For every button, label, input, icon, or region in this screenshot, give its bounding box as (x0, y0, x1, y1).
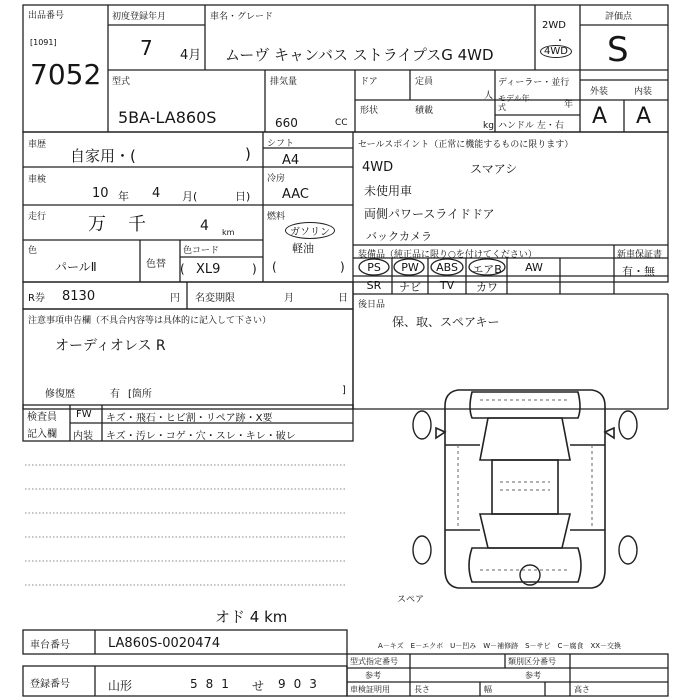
inspection-label: 車検 (28, 175, 47, 185)
chassis-label: 車台番号 (30, 640, 70, 651)
color-code-open: ( (180, 262, 185, 276)
equip-navi: ナビ (399, 281, 421, 294)
ref-label-1: 参考 (365, 671, 381, 680)
inspector-label-1: 検査員 (27, 412, 57, 423)
registration-region: 山形 (108, 679, 133, 693)
inspection-year: 10 (92, 186, 109, 201)
model-label: 型式 (112, 77, 131, 87)
lot-code: [1091] (30, 38, 57, 47)
repaint-label: 色替 (146, 259, 166, 270)
notes-label: 注意事項申告欄（不具合内容等は具体的に記入して下さい） (28, 316, 272, 326)
registration-class: 581 (190, 677, 237, 691)
color-code-value: XL9 (196, 262, 221, 277)
type-spec-label: 型式指定番号 (350, 657, 398, 666)
history-value: 自家用・( (70, 147, 136, 165)
score-label: 評価点 (605, 12, 633, 22)
int-label: 内装 (73, 431, 93, 442)
reg-cert-label: 車検証明用 (350, 685, 390, 694)
equipment-label: 装備品（純正品に限り○を付けてください） (358, 250, 537, 260)
shift-label: シフト (267, 139, 295, 149)
fw-label: FW (76, 409, 92, 420)
recycle-label: R券 (28, 293, 45, 304)
door-label: ドア (360, 77, 378, 87)
interior-label: 内装 (634, 87, 653, 97)
spare-label: スペア (397, 595, 425, 605)
registration-label: 登録番号 (30, 679, 70, 690)
car-name: ムーヴ キャンバス ストライプスG 4WD (225, 46, 494, 64)
name-change-day: 日 (338, 293, 348, 304)
load-unit: kg (483, 121, 494, 131)
model-value: 5BA-LA860S (118, 108, 217, 127)
mileage-value: 4 (200, 218, 209, 234)
equip-sr: SR (366, 279, 382, 292)
equip-leather: カワ (476, 281, 498, 294)
odometer-note: オド 4 km (215, 608, 288, 626)
color-code-label: 色コード (183, 246, 220, 256)
lot-number: 7052 (30, 58, 102, 91)
fuel-label: 燃料 (267, 212, 286, 222)
color-code-close: ) (252, 262, 257, 276)
capacity-label: 定員 (415, 77, 434, 87)
int-text: キズ・汚レ・コゲ・穴・スレ・キレ・破レ (106, 431, 296, 442)
inspector-label-2: 記入欄 (27, 429, 57, 440)
displacement-label: 排気量 (270, 77, 298, 87)
equip-ps: PS (367, 261, 381, 274)
warranty-value: 有・無 (622, 265, 655, 278)
displacement-value: 660 (275, 116, 298, 130)
load-label: 積載 (415, 106, 434, 116)
color-value: パールⅡ (55, 260, 97, 274)
fw-text: キズ・飛石・ヒビ割・リペア跡・X要 (106, 413, 273, 424)
ac-label: 冷房 (267, 174, 286, 184)
mileage-label: 走行 (28, 212, 47, 222)
selling-point-1: 4WD (362, 160, 394, 175)
fuel-diesel: 軽油 (292, 242, 314, 255)
chassis-value: LA860S-0020474 (108, 636, 221, 651)
ref-label-2: 参考 (525, 671, 541, 680)
inspection-month: 4 (152, 186, 161, 201)
warranty-label: 新車保証書 (617, 250, 663, 260)
capacity-unit: 人 (484, 91, 494, 101)
selling-point-2: スマアシ (470, 162, 518, 176)
drive-2wd: 2WD (542, 20, 566, 31)
inspection-month-unit: 月( (182, 190, 198, 203)
lot-label: 出品番号 (28, 11, 65, 21)
registration-number: 903 (278, 677, 325, 691)
name-change-label: 名変期限 (195, 293, 235, 304)
exterior-score: A (592, 104, 608, 129)
selling-point-4: 両側パワースライドドア (364, 207, 495, 221)
fuel-paren-open: ( (272, 260, 277, 274)
recycle-value: 8130 (62, 289, 96, 304)
repair-close: ] (342, 385, 346, 396)
handle-label: ハンドル 左・右 (498, 121, 564, 131)
equip-tv: TV (439, 279, 455, 292)
class-label: 類別区分番号 (508, 657, 556, 666)
width-label: 幅 (484, 685, 492, 694)
ac-value: AAC (282, 187, 309, 202)
car-diagram (400, 370, 650, 610)
registration-kana: せ (252, 679, 265, 693)
model-year-unit: 年 (564, 100, 574, 110)
repair-yes: 有 (110, 389, 120, 400)
history-label: 車歴 (28, 140, 47, 150)
equip-abs: ABS (436, 261, 458, 274)
accessories-label: 後日品 (358, 300, 386, 310)
inspection-day-unit: 日) (235, 190, 251, 203)
repair-label: 修復歴 (45, 389, 75, 400)
name-change-month: 月 (284, 293, 294, 304)
shape-label: 形状 (360, 106, 379, 116)
mileage-man: 万 (88, 214, 106, 235)
fuel-paren-close: ) (340, 260, 345, 274)
selling-points-label: セールスポイント（正常に機能するものに限ります） (358, 140, 574, 150)
repair-location: [箇所 (128, 389, 152, 400)
damage-legend: A－キズ E－エクボ U－凹み W－補修跡 S－サビ C－腐食 XX－交換 (378, 642, 622, 650)
car-name-label: 車名・グレード (210, 12, 274, 22)
equipment-circles (355, 256, 525, 278)
interior-score: A (636, 104, 652, 129)
mileage-unit: km (222, 228, 235, 237)
inspection-year-unit: 年 (118, 190, 129, 203)
length-label: 長さ (414, 685, 430, 694)
drive-4wd: 4WD (540, 45, 572, 58)
mileage-sen: 千 (128, 214, 146, 235)
accessories-value: 保、取、スペアキー (392, 315, 500, 329)
first-reg-month: 4月 (180, 48, 202, 63)
equip-pw: PW (401, 261, 419, 274)
shift-value: A4 (282, 153, 300, 168)
equip-aw: AW (525, 261, 543, 274)
first-reg-year: 7 (140, 36, 153, 60)
color-label: 色 (28, 246, 38, 256)
selling-point-5: バックカメラ (366, 230, 432, 243)
fuel-gasoline: ガソリン (285, 222, 335, 239)
equip-airbag: エアB (472, 263, 502, 276)
displacement-unit: CC (335, 118, 348, 128)
exterior-label: 外装 (590, 87, 609, 97)
height-label: 高さ (574, 685, 590, 694)
dealer-label: ディーラー・並行 (498, 78, 570, 88)
model-year-label: モデル年式 (498, 94, 530, 112)
selling-point-3: 未使用車 (364, 184, 413, 198)
recycle-unit: 円 (170, 293, 180, 304)
first-reg-label: 初度登録年月 (112, 12, 167, 22)
history-close: ) (245, 145, 251, 163)
notes-value: オーディオレス R (55, 338, 166, 354)
overall-score: S (607, 30, 629, 70)
